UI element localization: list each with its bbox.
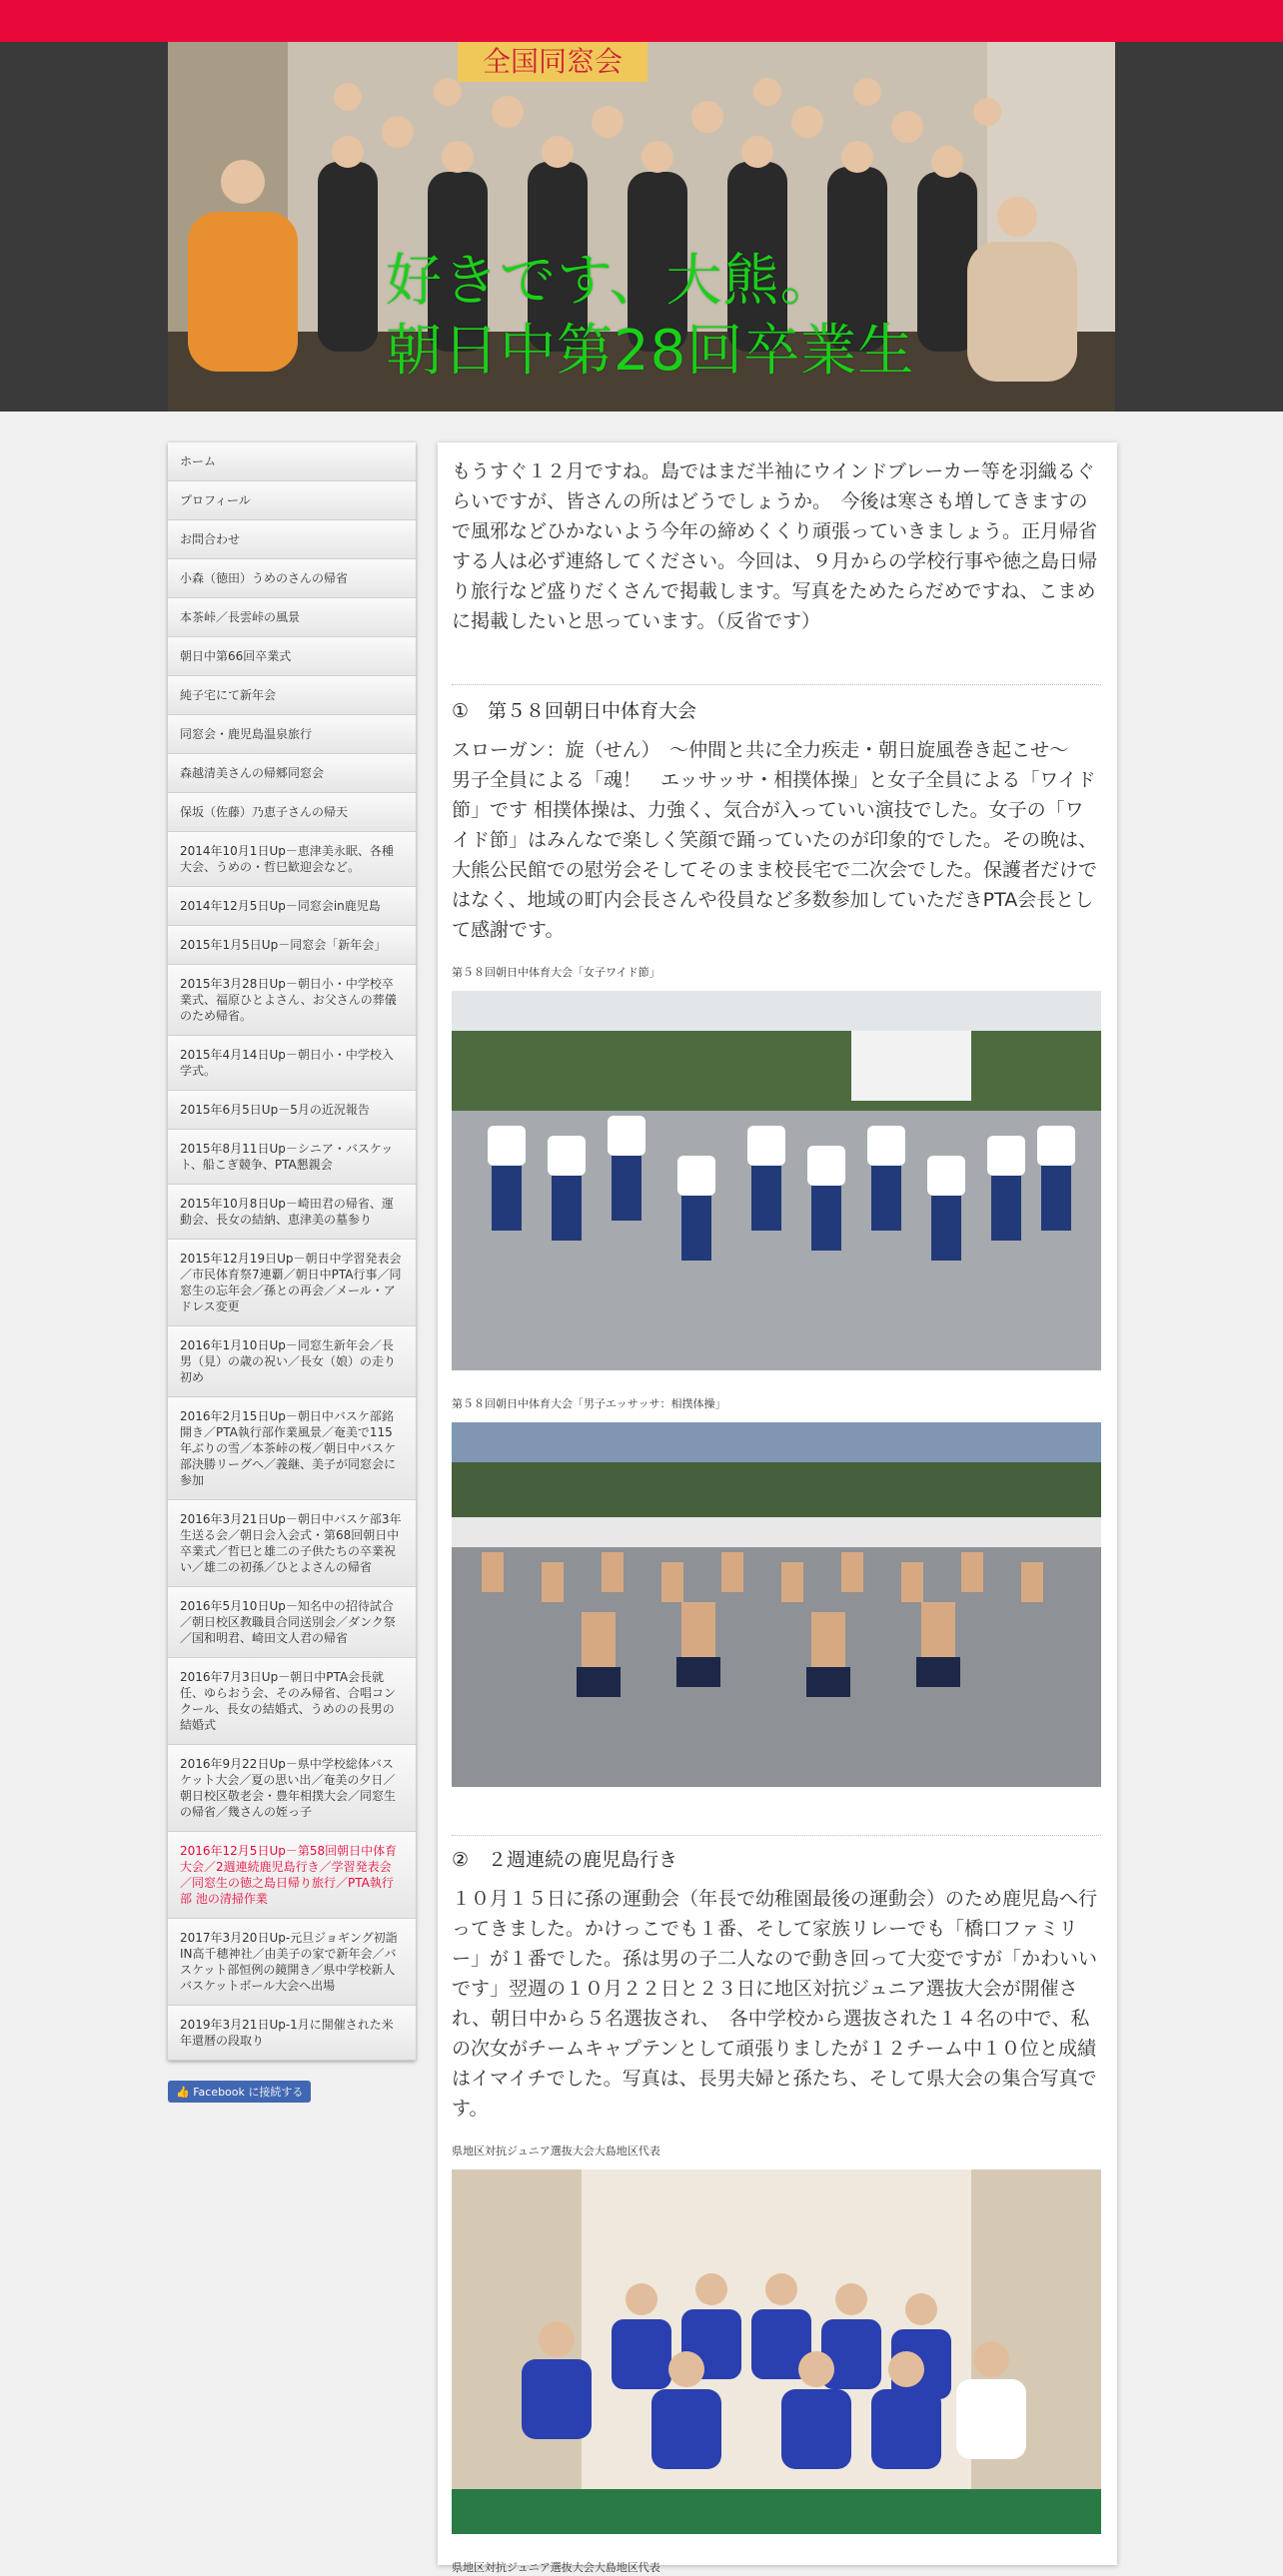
photo-caption: 県地区対抗ジュニア選抜大会大島地区代表 bbox=[452, 2145, 660, 2157]
header-banner-image bbox=[168, 42, 1115, 412]
sidebar bbox=[168, 442, 416, 2103]
section1-text: スローガン：旋（せん） ～仲間と共に全力疾走・朝日旋風巻き起こせ～ 男子全員による「魂！ エッサッサ・相撲体操」と女子全員による「ワイド節」です 相撲体操は、力強く、気合が入っていい演技でした。女子の「ワイド節」はみんなで楽しく笑顔で踊っていたのが印象的でした。その晩は、大熊公民館での慰労会そしてそのまま校長宅で二次会でした。保護者だけではなく、地域の町内会長さんや役員など多数参加していただきPTA会長として感謝です。 bbox=[452, 739, 1098, 941]
top-accent-bar bbox=[0, 0, 1283, 42]
sidebar-nav-item[interactable]: 2016年2月15日Up－朝日中バスケ部銘開き／PTA執行部作業風景／奄美で115年ぶりの雪／本茶峠の桜／朝日中バスケ部決勝リーグへ／義継、美子が同窓会に参加 bbox=[168, 1397, 416, 1500]
sidebar-nav-item[interactable]: 2014年12月5日Up－同窓会in鹿児島 bbox=[168, 887, 416, 926]
sidebar-nav-item[interactable]: 朝日中第66回卒業式 bbox=[168, 637, 416, 676]
photo-boys-dance-image bbox=[452, 1422, 1101, 1787]
banner-sign: 全国同窓会 bbox=[458, 42, 647, 82]
photo-girls-dance[interactable] bbox=[452, 991, 1101, 1370]
photo-caption: 第５８回朝日中体育大会「男子エッサッサ：相撲体操」 bbox=[452, 1397, 726, 1410]
sidebar-nav-item[interactable]: 純子宅にて新年会 bbox=[168, 676, 416, 715]
sidebar-nav-item[interactable]: 2017年3月20日Up-元旦ジョギング初詣IN高千穂神社／由美子の家で新年会／バスケット部恒例の鏡開き／県中学校新人バスケットボール大会へ出場 bbox=[168, 1919, 416, 2006]
sidebar-nav-item[interactable]: 森越清美さんの帰郷同窓会 bbox=[168, 754, 416, 793]
sidebar-nav-item[interactable]: 2015年12月19日Up－朝日中学習発表会／市民体育祭7連覇／朝日中PTA行事／同窓生の忘年会／孫との再会／メール・アドレス変更 bbox=[168, 1240, 416, 1326]
sidebar-nav-item[interactable]: お問合わせ bbox=[168, 520, 416, 559]
sidebar-nav-item[interactable]: 保坂（佐藤）乃恵子さんの帰天 bbox=[168, 793, 416, 832]
sidebar-nav-item[interactable]: 2015年1月5日Up－同窓会「新年会」 bbox=[168, 926, 416, 965]
sidebar-nav-item[interactable]: 2016年3月21日Up－朝日中バスケ部3年生送る会／朝日会入会式・第68回朝日中卒業式／哲巳と雄二の子供たちの卒業祝い／雄二の初孫／ひとよさんの帰省 bbox=[168, 1500, 416, 1587]
photo-caption: 県地区対抗ジュニア選抜大会大島地区代表 bbox=[452, 2561, 660, 2574]
sidebar-nav-item[interactable]: プロフィール bbox=[168, 481, 416, 520]
photo-girls-dance-image bbox=[452, 991, 1101, 1370]
sidebar-nav-item[interactable]: 2019年3月21日Up-1月に開催された米年還暦の段取り bbox=[168, 2006, 416, 2061]
section2-text: １０月１５日に孫の運動会（年長で幼稚園最後の運動会）のため鹿児島へ行ってきました。かけっこでも１番、そして家族リレーでも「橋口ファミリー」が１番でした。孫は男の子二人なので動き回って大変ですが「かわいいです」翌週の１０月２２日と２３日に地区対抗ジュニア選抜大会が開催され、朝日中から５名選抜され、 各中学校から選抜された１４名の中で、私の次女がチームキャプテンとして頑張りましたが１２チーム中１０位と成績はイマイチでした。写真は、長男夫婦と孫たち、そして県大会の集合写真です。 bbox=[452, 1888, 1098, 2120]
sidebar-nav-item[interactable]: 2015年4月14日Up－朝日小・中学校入学式。 bbox=[168, 1036, 416, 1091]
sidebar-nav-item[interactable]: 本茶峠／長雲峠の風景 bbox=[168, 598, 416, 637]
photo-team-group[interactable] bbox=[452, 2169, 1101, 2534]
sidebar-nav-item[interactable]: 2016年12月5日Up－第58回朝日中体育大会／2週連続鹿児島行き／学習発表会／同窓生の徳之島日帰り旅行／PTA執行部 池の清掃作業 bbox=[168, 1832, 416, 1919]
sidebar-nav-item[interactable]: 2016年9月22日Up－県中学校総体バスケット大会／夏の思い出／奄美の夕日／朝日校区敬老会・豊年相撲大会／同窓生の帰省／幾さんの姪っ子 bbox=[168, 1745, 416, 1832]
photo-caption: 第５８回朝日中体育大会「女子ワイド節」 bbox=[452, 966, 660, 979]
sidebar-nav-item[interactable]: 2016年5月10日Up－知名中の招待試合／朝日校区教職員合同送別会／ダンク祭／国和明君、崎田文人君の帰省 bbox=[168, 1587, 416, 1658]
sidebar-nav-item[interactable]: 2016年1月10日Up－同窓生新年会／長男（見）の歳の祝い／長女（娘）の走り初め bbox=[168, 1326, 416, 1397]
intro-paragraph: もうすぐ１２月ですね。島ではまだ半袖にウインドブレーカー等を羽織るぐらいですが、皆さんの所はどうでしょうか。 今後は寒さも増してきますので風邪などひかないよう今年の締めくくり頑張っていきましょう。正月帰省する人は必ず連絡してください。今回は、９月からの学校行事や徳之島日帰り旅行など盛りだくさんで掲載します。写真をためたらだめですね、こまめに掲載したいと思っています。（反省です） bbox=[452, 460, 1098, 632]
sidebar-nav bbox=[168, 442, 416, 2061]
site-title-line2: 朝日中第28回卒業生 bbox=[386, 319, 915, 384]
sidebar-nav-item[interactable]: 2014年10月1日Up－恵津美永眠、各種大会、うめの・哲巳歓迎会など。 bbox=[168, 832, 416, 887]
sidebar-nav-item[interactable]: 2016年7月3日Up－朝日中PTA会長就任、ゆらおう会、そのみ帰省、合唱コンクール、長女の結婚式、うめのの長男の結婚式 bbox=[168, 1658, 416, 1745]
sidebar-nav-item[interactable]: ホーム bbox=[168, 442, 416, 481]
sidebar-nav-item[interactable]: 2015年8月11日Up－シニア・バスケット、船こぎ競争、PTA懇親会 bbox=[168, 1130, 416, 1185]
site-title[interactable] bbox=[386, 247, 914, 387]
sidebar-nav-item[interactable]: 2015年3月28日Up－朝日小・中学校卒業式、福原ひとよさん、お父さんの葬儀のため帰省。 bbox=[168, 965, 416, 1036]
sidebar-nav-item[interactable]: 2015年10月8日Up－崎田君の帰省、運動会、長女の結納、恵津美の墓参り bbox=[168, 1185, 416, 1240]
facebook-connect-label: Facebook に接続する bbox=[193, 2086, 304, 2099]
facebook-like-icon: 👍 bbox=[176, 2086, 190, 2099]
main-content bbox=[438, 442, 1117, 2574]
site-title-line1: 好きです、大熊。 bbox=[386, 249, 837, 314]
photo-boys-dance[interactable] bbox=[452, 1422, 1101, 1787]
section2-heading: ② ２週連続の鹿児島行き bbox=[452, 1849, 678, 1871]
photo-team-group-image bbox=[452, 2169, 1101, 2534]
sidebar-nav-item[interactable]: 2015年6月5日Up－5月の近況報告 bbox=[168, 1091, 416, 1130]
facebook-connect-button[interactable] bbox=[168, 2081, 311, 2103]
section1-heading: ① 第５８回朝日中体育大会 bbox=[452, 700, 697, 722]
sidebar-nav-item[interactable]: 同窓会・鹿児島温泉旅行 bbox=[168, 715, 416, 754]
sidebar-nav-item[interactable]: 小森（徳田）うめのさんの帰省 bbox=[168, 559, 416, 598]
